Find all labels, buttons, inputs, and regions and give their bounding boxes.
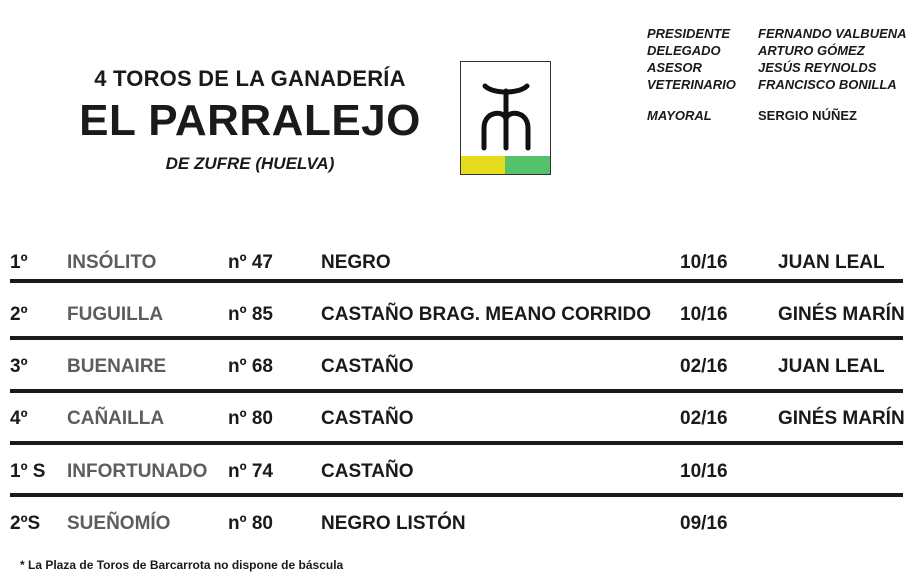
bull-row [10,356,903,380]
bull-number: nº 80 [228,408,273,429]
bull-coat: CASTAÑO [321,408,414,429]
bull-number: nº 74 [228,461,273,482]
row-divider [10,493,903,497]
bull-order: 2º [10,304,28,325]
brand-green-stripe [505,156,550,174]
official-role: MAYORAL [647,108,712,123]
row-divider [10,389,903,393]
bull-order: 3º [10,356,28,377]
bull-order: 1º [10,252,28,273]
bull-order: 4º [10,408,28,429]
official-role: VETERINARIO [647,77,736,92]
bull-birth-date: 02/16 [680,356,728,377]
bull-birth-date: 10/16 [680,252,728,273]
official-role: DELEGADO [647,43,721,58]
official-row [647,42,911,59]
bull-coat: NEGRO [321,252,391,273]
officials-list [647,25,911,124]
bull-birth-date: 10/16 [680,304,728,325]
bull-number: nº 47 [228,252,273,273]
bull-coat: CASTAÑO [321,356,414,377]
official-role: PRESIDENTE [647,26,731,41]
official-name: FRANCISCO BONILLA [758,77,897,92]
row-divider [10,336,903,340]
bull-name: SUEÑOMÍO [67,513,171,534]
official-role: ASESOR [647,60,702,75]
branding-iron-icon [461,62,551,158]
official-row [647,59,911,76]
bull-name: FUGUILLA [67,304,164,325]
ganaderia-name: EL PARRALEJO [79,96,421,145]
footnote: * La Plaza de Toros de Barcarrota no dispone de báscula [20,558,344,572]
bull-coat: CASTAÑO BRAG. MEANO CORRIDO [321,304,652,325]
bull-name: INSÓLITO [67,252,157,273]
bull-matador: JUAN LEAL [778,252,885,273]
bull-birth-date: 02/16 [680,408,728,429]
bull-count-title: 4 TOROS DE LA GANADERÍA [94,66,406,91]
row-divider [10,279,903,283]
bull-coat: NEGRO LISTÓN [321,513,466,534]
ganaderia-header [60,66,440,174]
bull-matador: GINÉS MARÍN [778,408,905,429]
official-name: SERGIO NÚÑEZ [758,108,857,123]
official-name: FERNANDO VALBUENA [758,26,907,41]
bull-order: 1º S [10,461,46,482]
bull-number: nº 80 [228,513,273,534]
bull-row [10,304,903,328]
bull-number: nº 68 [228,356,273,377]
ganaderia-brand-logo [460,61,551,175]
bull-coat: CASTAÑO [321,461,414,482]
bull-matador: JUAN LEAL [778,356,885,377]
row-divider [10,441,903,445]
ganaderia-origin: DE ZUFRE (HUELVA) [165,154,335,173]
bull-name: BUENAIRE [67,356,167,377]
bull-row [10,461,903,485]
bull-row [10,252,903,276]
official-row [647,107,911,124]
bull-birth-date: 10/16 [680,461,728,482]
bull-matador: GINÉS MARÍN [778,304,905,325]
bull-name: CAÑAILLA [67,408,165,429]
brand-yellow-stripe [461,156,505,174]
bull-name: INFORTUNADO [67,461,208,482]
official-name: JESÚS REYNOLDS [758,60,877,75]
official-row [647,76,911,93]
bull-order: 2ºS [10,513,41,534]
official-row [647,25,911,42]
bull-number: nº 85 [228,304,273,325]
bull-row [10,408,903,432]
bull-row [10,513,903,537]
official-name: ARTURO GÓMEZ [758,43,865,58]
bull-birth-date: 09/16 [680,513,728,534]
